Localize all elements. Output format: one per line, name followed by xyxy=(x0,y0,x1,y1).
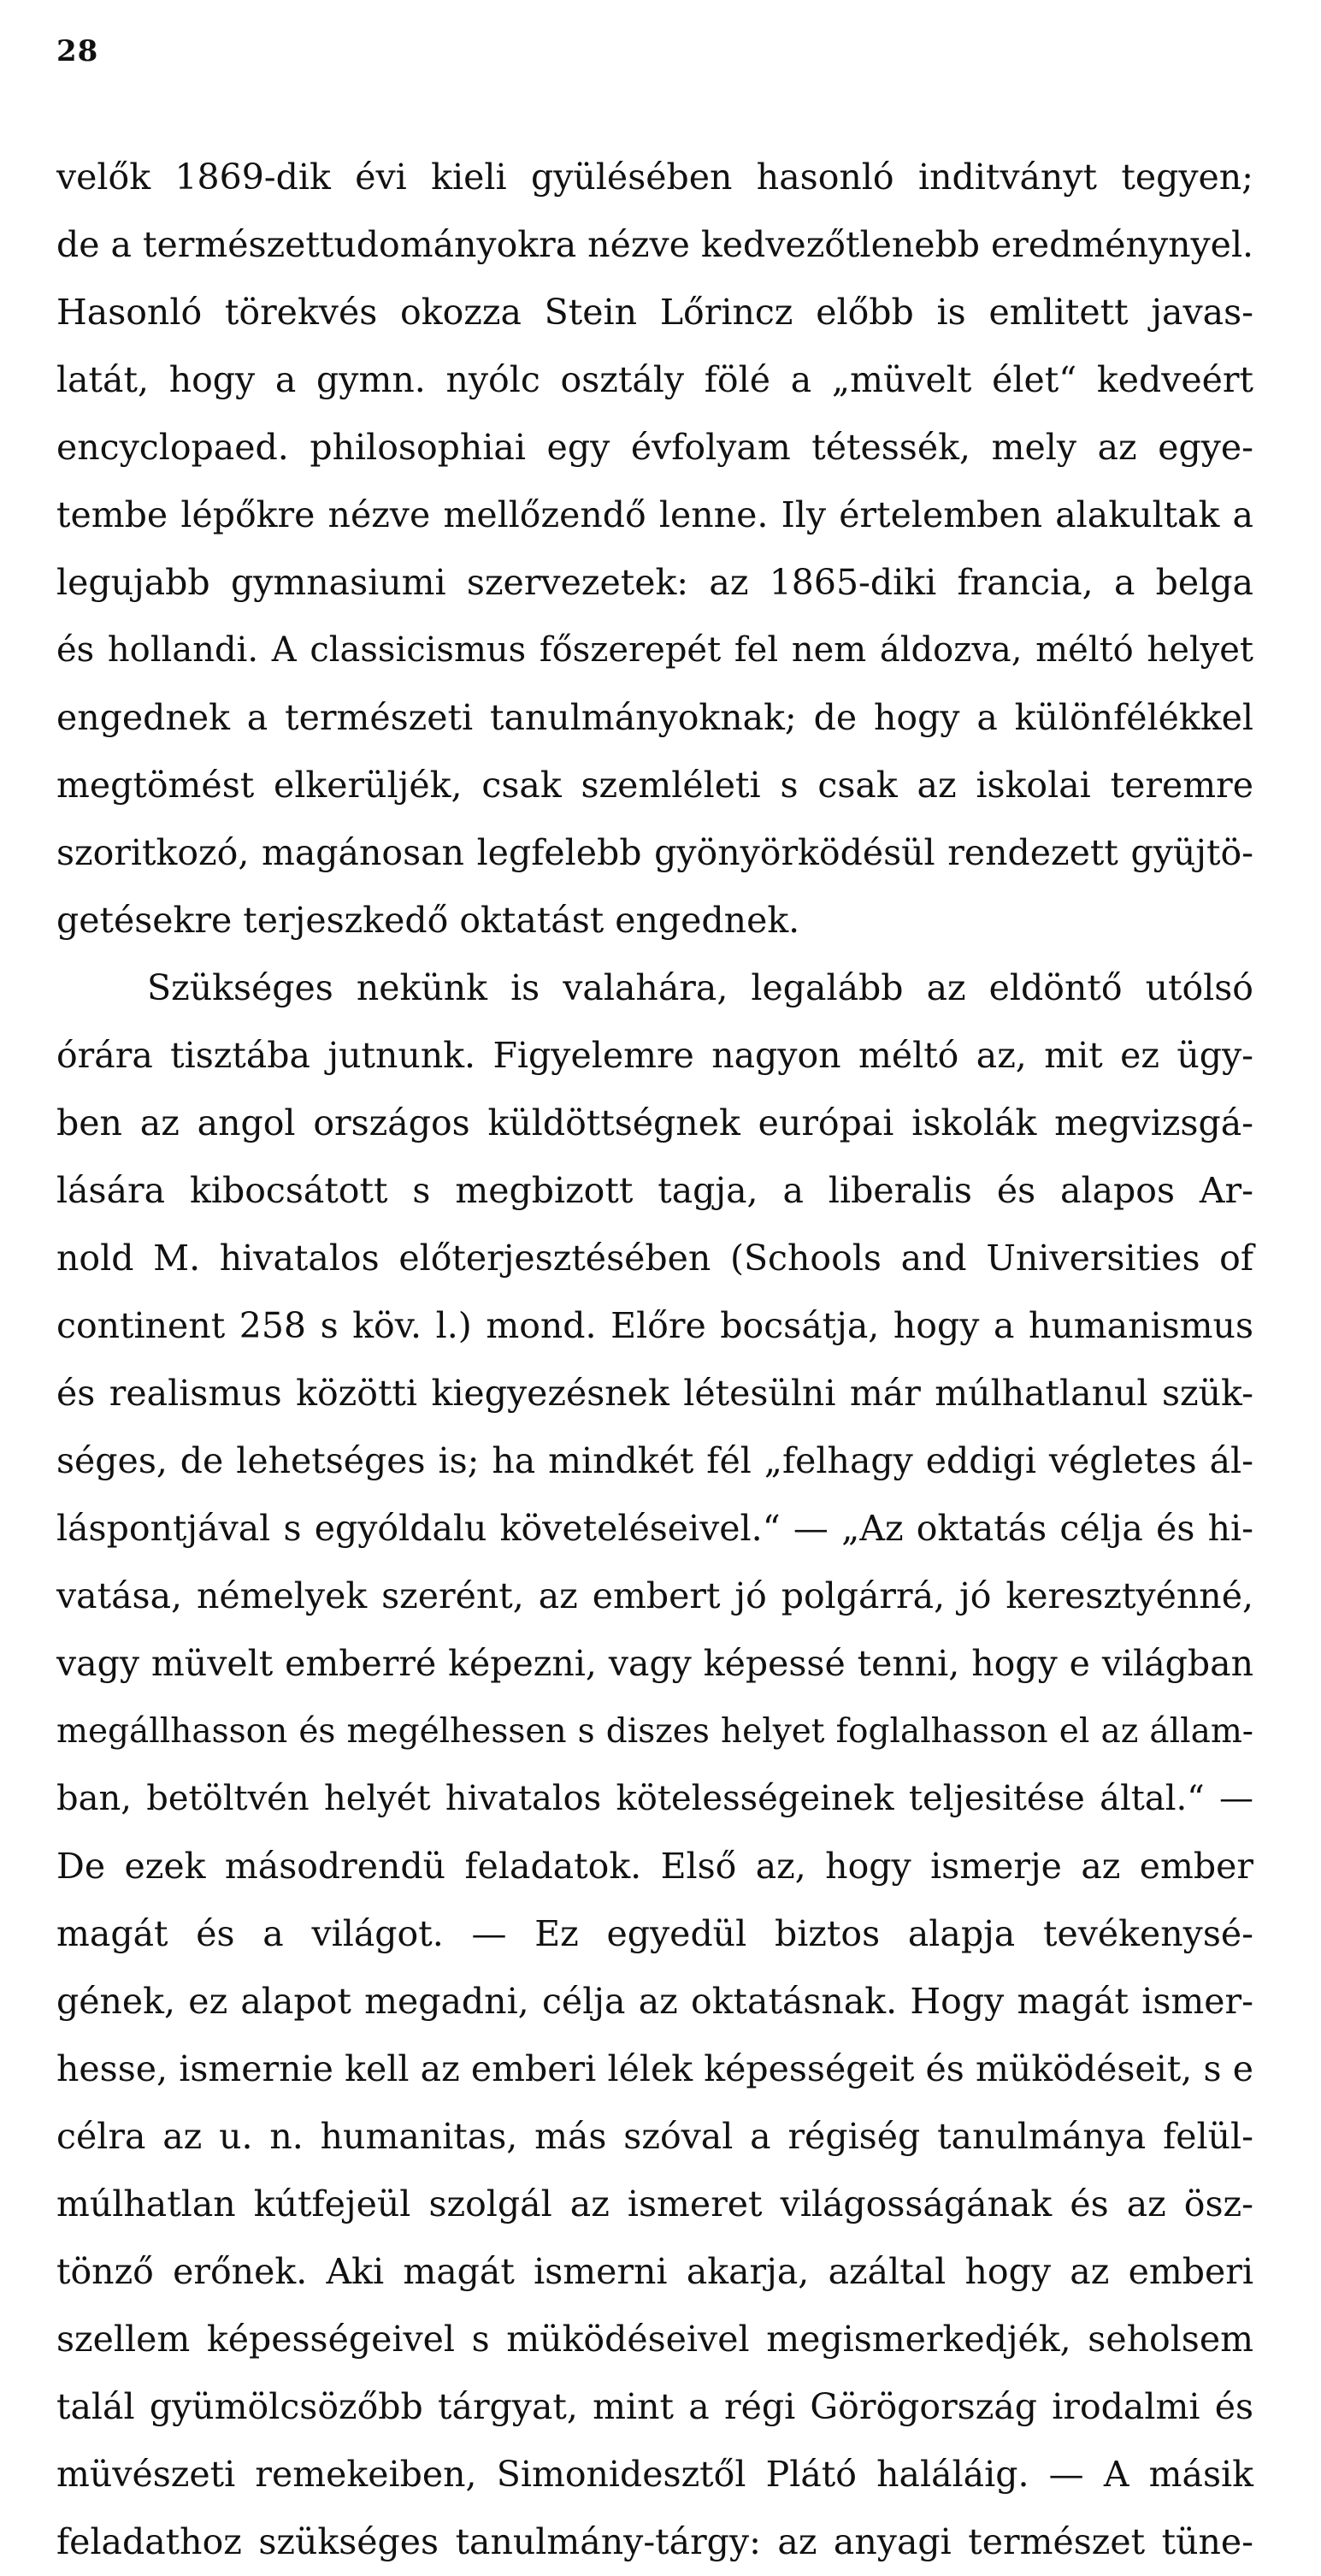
text-line: órára tisztába jutnunk. Figyelemre nagyon méltó az, mit ez ügy- xyxy=(56,1035,1253,1076)
text-line: nold M. hivatalos előterjesztésében (Schools and Universities of xyxy=(56,1238,1253,1279)
body-text xyxy=(56,144,1253,2576)
text-line: tembe lépőkre nézve mellőzendő lenne. Ily értelemben alakultak a xyxy=(56,494,1253,535)
text-line: magát és a világot. — Ez egyedül biztos alapja tevékenysé- xyxy=(56,1913,1253,1954)
text-line: szoritkozó, magánosan legfelebb gyönyörködésül rendezett gyüjtö- xyxy=(56,832,1253,873)
text-line: müvészeti remekeiben, Simonidesztől Plátó haláláig. — A másik xyxy=(56,2454,1253,2495)
text-line: velők 1869-dik évi kieli gyülésében hasonló inditványt tegyen; xyxy=(56,157,1253,198)
text-line: Hasonló törekvés okozza Stein Lőrincz előbb is emlitett javas- xyxy=(56,292,1253,333)
text-line: hesse, ismernie kell az emberi lélek képességeit és müködéseit, s e xyxy=(56,2048,1253,2089)
text-line: legujabb gymnasiumi szervezetek: az 1865-diki francia, a belga xyxy=(56,562,1253,603)
text-line: célra az u. n. humanitas, más szóval a régiség tanulmánya felül- xyxy=(56,2116,1253,2157)
text-line: megállhasson és megélhessen s diszes helyet foglalhasson el az állam- xyxy=(56,1712,1253,1751)
text-line: vagy müvelt emberré képezni, vagy képessé tenni, hogy e világban xyxy=(56,1643,1253,1684)
text-line: gének, ez alapot megadni, célja az oktatásnak. Hogy magát ismer- xyxy=(56,1981,1253,2022)
text-line: talál gyümölcsözőbb tárgyat, mint a régi Görögország irodalmi és xyxy=(56,2386,1253,2427)
text-line: és hollandi. A classicismus főszerepét fel nem áldozva, méltó helyet xyxy=(56,630,1253,670)
text-line: és realismus közötti kiegyezésnek létesülni már múlhatlanul szük- xyxy=(56,1373,1253,1414)
text-line: Szükséges nekünk is valahára, legalább az eldöntő utólsó xyxy=(147,967,1253,1008)
text-line: engednek a természeti tanulmányoknak; de hogy a különfélékkel xyxy=(56,697,1253,738)
text-line: De ezek másodrendü feladatok. Első az, hogy ismerje az ember xyxy=(56,1846,1253,1887)
text-line: lására kibocsátott s megbizott tagja, a liberalis és alapos Ar- xyxy=(56,1170,1253,1211)
text-line: getésekre terjeszkedő oktatást engednek. xyxy=(56,900,800,941)
text-line: continent 258 s köv. l.) mond. Előre bocsátja, hogy a humanismus xyxy=(56,1305,1253,1346)
page-number: 28 xyxy=(56,34,99,68)
text-line: de a természettudományokra nézve kedvezőtlenebb eredménynyel. xyxy=(56,224,1254,265)
text-line: megtömést elkerüljék, csak szemléleti s csak az iskolai teremre xyxy=(56,765,1253,806)
text-line: latát, hogy a gymn. nyólc osztály fölé a „müvelt élet“ kedveért xyxy=(56,359,1253,400)
text-line: szellem képességeivel s müködéseivel megismerkedjék, seholsem xyxy=(56,2319,1253,2360)
text-line: séges, de lehetséges is; ha mindkét fél „felhagy eddigi végletes ál- xyxy=(56,1440,1253,1481)
text-line: encyclopaed. philosophiai egy évfolyam tétessék, mely az egye- xyxy=(56,427,1253,468)
paragraph-2 xyxy=(56,954,1253,2576)
text-line: múlhatlan kútfejeül szolgál az ismeret világosságának és az ösz- xyxy=(56,2183,1253,2224)
text-line: tönző erőnek. Aki magát ismerni akarja, azáltal hogy az emberi xyxy=(56,2251,1253,2292)
text-line: vatása, némelyek szerént, az embert jó polgárrá, jó keresztyénné, xyxy=(56,1575,1253,1616)
text-line: ben az angol országos küldöttségnek európai iskolák megvizsgá- xyxy=(56,1102,1253,1143)
paragraph-1 xyxy=(56,144,1253,954)
text-line: feladathoz szükséges tanulmány-tárgy: az anyagi természet tüne- xyxy=(56,2521,1253,2562)
text-line: ban, betöltvén helyét hivatalos kötelességeinek teljesitése által.“ — xyxy=(56,1779,1253,1818)
text-line: láspontjával s egyóldalu követeléseivel.“ — „Az oktatás célja és hi- xyxy=(56,1508,1253,1549)
